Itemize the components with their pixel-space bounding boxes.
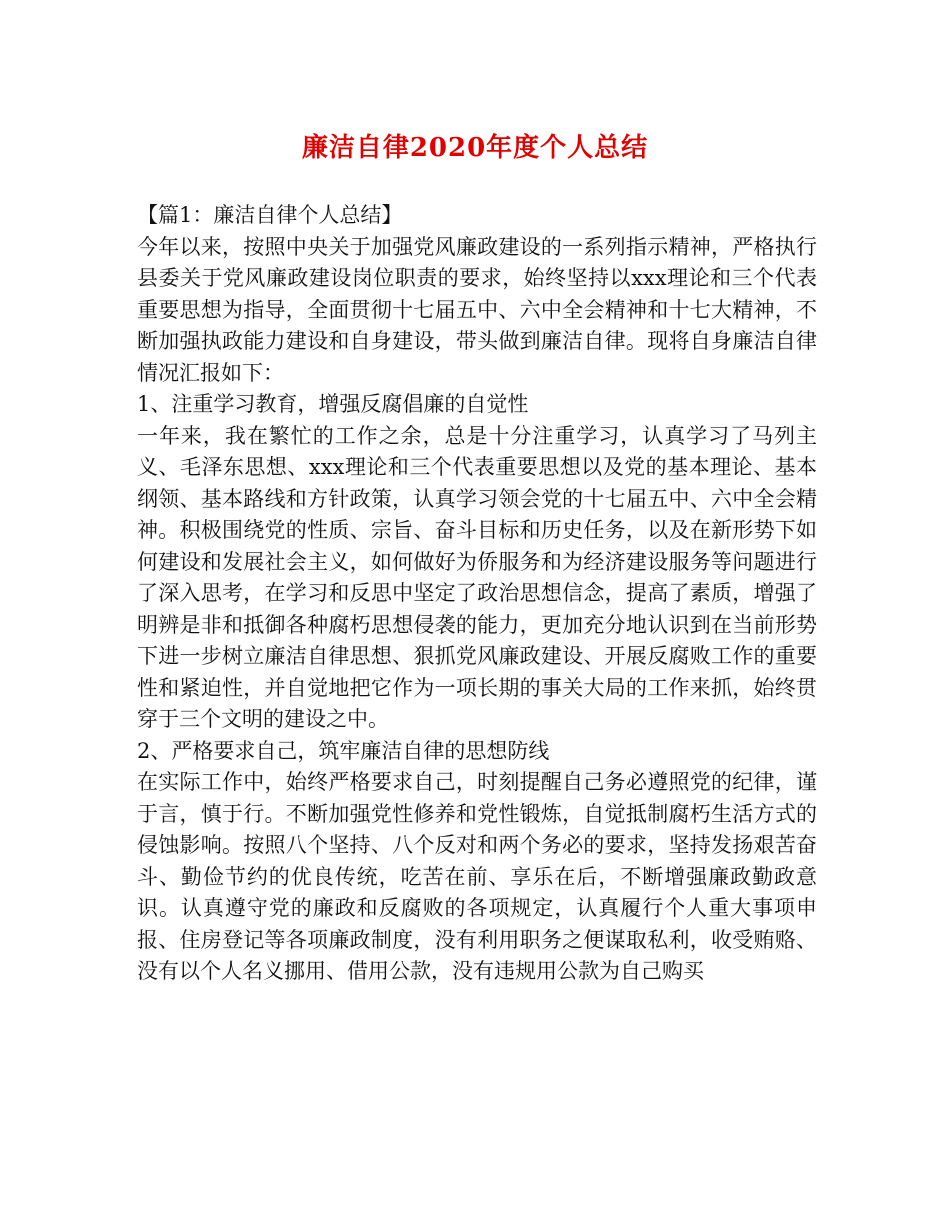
subheading-2: 2、严格要求自己，筑牢廉洁自律的思想防线 [137, 738, 550, 763]
body-paragraph: 一年来，我在繁忙的工作之余，总是十分注重学习，认真学习了马列主义、毛泽东思想、xxx理论和三个代表重要思想以及党的基本理论、基本纲领、基本路线和方针政策，认真学习领会党的十七届五中、六中全会精神。积极围绕党的性质、宗旨、奋斗目标和历史任务，以及在新形势下如何建设和发展社会主义，如何做好为侨服务和为经济建设服务等问题进行了深入思考，在学习和反思中坚定了政治思想信念，提高了素质，增强了明辨是非和抵御各种腐朽思想侵袭的能力，更加充分地认识到在当前形势下进一步树立廉洁自律思想、狠抓党风廉政建设、开展反腐败工作的重要性和紧迫性，并自觉地把它作为一项长期的事关大局的工作来抓，始终贯穿于三个文明的建设之中。 [137, 423, 817, 731]
body-paragraph: 在实际工作中，始终严格要求自己，时刻提醒自己务必遵照党的纪律，谨于言，慎于行。不断加强党性修养和党性锻炼，自觉抵制腐朽生活方式的侵蚀影响。按照八个坚持、八个反对和两个务必的要求，坚持发扬艰苦奋斗、勤俭节约的优良传统，吃苦在前、享乐在后，不断增强廉政勤政意识。认真遵守党的廉政和反腐败的各项规定，认真履行个人重大事项申报、住房登记等各项廉政制度，没有利用职务之便谋取私利，收受贿赂、没有以个人名义挪用、借用公款，没有违规用公款为自己购买 [137, 770, 817, 983]
document-body [137, 200, 817, 988]
document-title: 廉洁自律2020年度个人总结 [301, 133, 649, 163]
section-heading: 【篇1：廉洁自律个人总结】 [137, 203, 403, 227]
subheading-1: 1、注重学习教育，增强反腐倡廉的自觉性 [137, 392, 529, 416]
body-paragraph: 今年以来，按照中央关于加强党风廉政建设的一系列指示精神，严格执行县委关于党风廉政建设岗位职责的要求，始终坚持以xxx理论和三个代表重要思想为指导，全面贯彻十七届五中、六中全会精神和十七大精神，不断加强执政能力建设和自身建设，带头做到廉洁自律。现将自身廉洁自律情况汇报如下： [137, 234, 817, 385]
